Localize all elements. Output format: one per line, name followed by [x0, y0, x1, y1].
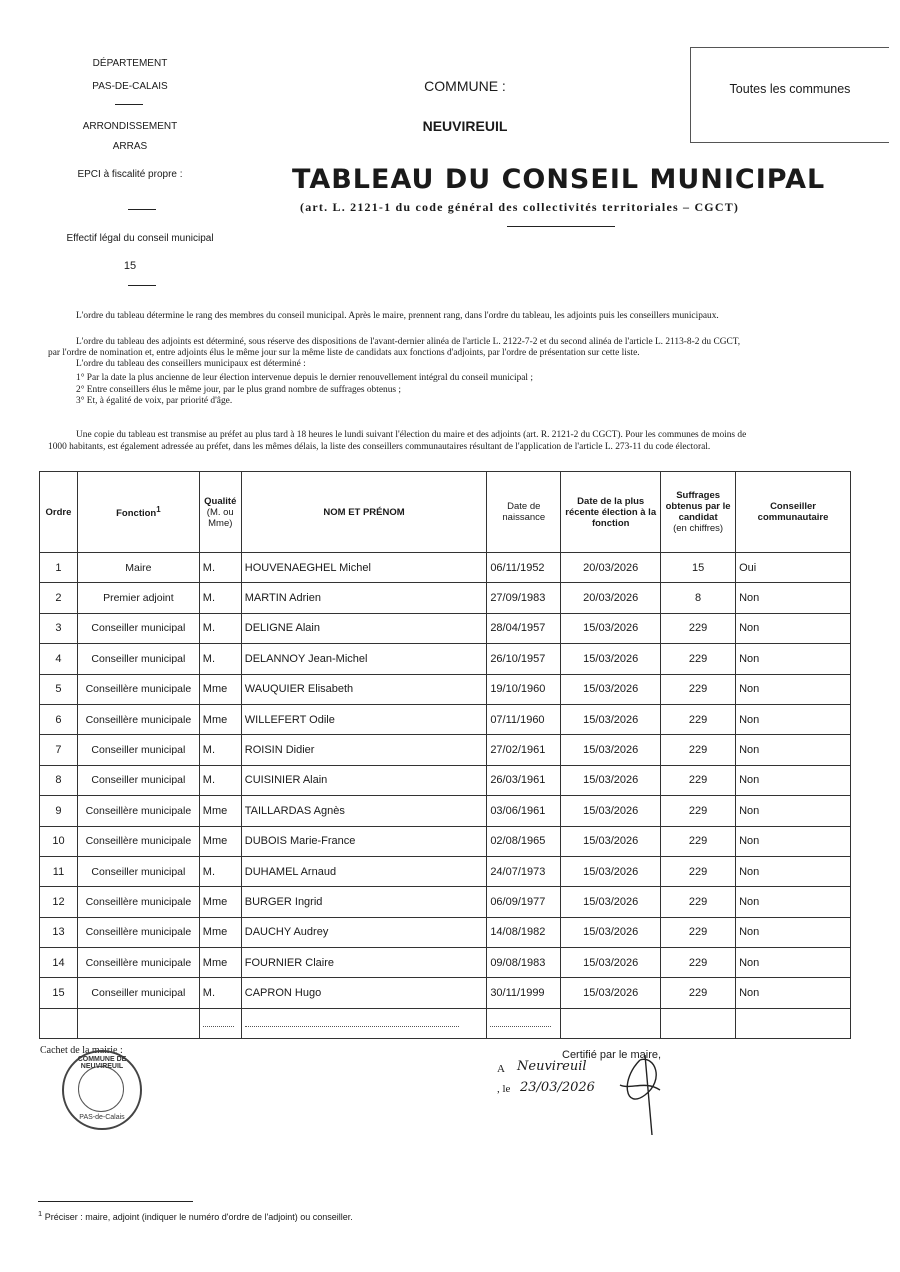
- council-table: [39, 471, 851, 1039]
- table-row: [40, 765, 851, 795]
- header-fonction-text: Fonction: [116, 508, 157, 520]
- epci-label: EPCI à fiscalité propre :: [77, 169, 183, 180]
- cell-naissance: 30/11/1999: [487, 978, 561, 1008]
- mayor-signature: [600, 1040, 670, 1150]
- cell-election: 15/03/2026: [561, 917, 661, 947]
- cell-empty: [241, 1008, 487, 1038]
- header-communautaire: Conseiller communautaire: [736, 472, 851, 553]
- cell-fonction: Conseillère municipale: [77, 674, 199, 704]
- cell-naissance: 19/10/1960: [487, 674, 561, 704]
- cell-ordre: 3: [40, 613, 78, 643]
- cell-naissance: 26/10/1957: [487, 644, 561, 674]
- cell-qualite: M.: [199, 765, 241, 795]
- divider: [507, 226, 615, 227]
- cell-ordre: 4: [40, 644, 78, 674]
- signature-date: 23/03/2026: [520, 1080, 595, 1095]
- stamp-inner-ring: [78, 1066, 124, 1112]
- cell-fonction: Conseillère municipale: [77, 948, 199, 978]
- table-row-empty: [40, 1008, 851, 1038]
- certifie-label: Certifié par le maire,: [562, 1049, 662, 1061]
- cell-qualite: Mme: [199, 948, 241, 978]
- cell-fonction: Conseiller municipal: [77, 613, 199, 643]
- cell-ordre: 13: [40, 917, 78, 947]
- cell-ordre: 2: [40, 583, 78, 613]
- effectif-value: 15: [123, 260, 137, 272]
- cell-election: 15/03/2026: [561, 978, 661, 1008]
- cell-empty: [199, 1008, 241, 1038]
- cell-naissance: 24/07/1973: [487, 856, 561, 886]
- signature-a-label: A: [497, 1063, 505, 1075]
- divider: [128, 209, 156, 210]
- mairie-stamp: [62, 1050, 142, 1130]
- cell-qualite: Mme: [199, 796, 241, 826]
- cell-qualite: M.: [199, 978, 241, 1008]
- cell-communautaire: Non: [736, 796, 851, 826]
- cell-qualite: M.: [199, 553, 241, 583]
- cell-naissance: 06/11/1952: [487, 553, 561, 583]
- paragraph: L'ordre du tableau des adjoints est déterminé, sous réserve des dispositions de l'avant-dernier alinéa de l'article L. 2122-7-2 et du second alinéa de l'article L. 2113-8-2 du CGCT,: [76, 337, 741, 347]
- footnote-divider: [38, 1201, 193, 1202]
- header-suffrages-sub: (en chiffres): [673, 523, 724, 534]
- paragraph: Une copie du tableau est transmise au préfet au plus tard à 18 heures le lundi suivant l'élection du maire et des adjoints (art. R. 2121-2 du CGCT). Pour les communes de moins de: [76, 430, 747, 440]
- commune-box: [690, 47, 889, 143]
- header-fonction: [77, 472, 199, 553]
- dotted-line: [245, 1018, 460, 1027]
- cell-suffrages: 229: [661, 978, 736, 1008]
- cell-naissance: 02/08/1965: [487, 826, 561, 856]
- cell-fonction: Conseillère municipale: [77, 796, 199, 826]
- header-nom: NOM ET PRÉNOM: [241, 472, 487, 553]
- cell-communautaire: Non: [736, 917, 851, 947]
- arrondissement-value: ARRAS: [112, 141, 148, 152]
- cell-nom: FOURNIER Claire: [241, 948, 487, 978]
- cell-nom: DAUCHY Audrey: [241, 917, 487, 947]
- cell-communautaire: Non: [736, 644, 851, 674]
- cell-empty: [487, 1008, 561, 1038]
- cell-ordre: 8: [40, 765, 78, 795]
- table-row: [40, 917, 851, 947]
- cell-nom: ROISIN Didier: [241, 735, 487, 765]
- cell-naissance: 07/11/1960: [487, 704, 561, 734]
- cell-communautaire: Non: [736, 735, 851, 765]
- table-row: [40, 553, 851, 583]
- footnote-ref: 1: [156, 504, 161, 514]
- table-row: [40, 735, 851, 765]
- header-naissance: Date de naissance: [487, 472, 561, 553]
- table-row: [40, 887, 851, 917]
- paragraph: 2° Entre conseillers élus le même jour, par le plus grand nombre de suffrages obtenus ;: [76, 385, 401, 395]
- table-body: [40, 553, 851, 1039]
- table-row: [40, 704, 851, 734]
- cell-empty: [40, 1008, 78, 1038]
- cell-qualite: Mme: [199, 674, 241, 704]
- cell-communautaire: Non: [736, 765, 851, 795]
- cell-communautaire: Non: [736, 613, 851, 643]
- cell-election: 20/03/2026: [561, 583, 661, 613]
- cell-nom: BURGER Ingrid: [241, 887, 487, 917]
- footnote-number: 1: [38, 1209, 43, 1218]
- cell-suffrages: 229: [661, 704, 736, 734]
- cell-nom: TAILLARDAS Agnès: [241, 796, 487, 826]
- table-row: [40, 674, 851, 704]
- paragraph: 1° Par la date la plus ancienne de leur élection intervenue depuis le dernier renouvellement intégral du conseil municipal ;: [76, 373, 533, 383]
- cell-suffrages: 229: [661, 796, 736, 826]
- cell-nom: WILLEFERT Odile: [241, 704, 487, 734]
- cell-fonction: Conseillère municipale: [77, 704, 199, 734]
- stamp-subtext: PAS-de-Calais: [79, 1114, 125, 1121]
- cell-qualite: Mme: [199, 917, 241, 947]
- cell-naissance: 28/04/1957: [487, 613, 561, 643]
- cell-election: 15/03/2026: [561, 826, 661, 856]
- cell-fonction: Conseillère municipale: [77, 887, 199, 917]
- stamp-text: COMMUNE DE NEUVIREUIL: [77, 1056, 127, 1070]
- cell-election: 15/03/2026: [561, 856, 661, 886]
- cell-election: 20/03/2026: [561, 553, 661, 583]
- table-row: [40, 796, 851, 826]
- cell-communautaire: Non: [736, 887, 851, 917]
- cell-naissance: 27/09/1983: [487, 583, 561, 613]
- cell-nom: WAUQUIER Elisabeth: [241, 674, 487, 704]
- cell-qualite: Mme: [199, 887, 241, 917]
- header-suffrages: [661, 472, 736, 553]
- cell-nom: DUHAMEL Arnaud: [241, 856, 487, 886]
- cell-suffrages: 229: [661, 765, 736, 795]
- cell-ordre: 7: [40, 735, 78, 765]
- cell-election: 15/03/2026: [561, 613, 661, 643]
- dotted-line: [490, 1018, 550, 1027]
- page-title: TABLEAU DU CONSEIL MUNICIPAL: [292, 164, 826, 195]
- cell-suffrages: 229: [661, 856, 736, 886]
- commune-box-text: Toutes les communes: [729, 82, 851, 96]
- cell-qualite: M.: [199, 735, 241, 765]
- effectif-label: Effectif légal du conseil municipal: [66, 233, 214, 244]
- cell-ordre: 9: [40, 796, 78, 826]
- cell-fonction: Conseillère municipale: [77, 826, 199, 856]
- cell-qualite: Mme: [199, 826, 241, 856]
- cell-naissance: 06/09/1977: [487, 887, 561, 917]
- cell-suffrages: 229: [661, 674, 736, 704]
- cell-communautaire: Non: [736, 948, 851, 978]
- cell-communautaire: Non: [736, 583, 851, 613]
- paragraph: L'ordre du tableau détermine le rang des membres du conseil municipal. Après le maire, prennent rang, dans l'ordre du tableau, les adjoints puis les conseillers municipaux.: [76, 311, 719, 321]
- cell-qualite: M.: [199, 583, 241, 613]
- cell-qualite: M.: [199, 856, 241, 886]
- cell-nom: MARTIN Adrien: [241, 583, 487, 613]
- cachet-label: Cachet de la mairie :: [40, 1045, 123, 1056]
- footnote: [38, 1209, 353, 1222]
- cell-nom: DELANNOY Jean-Michel: [241, 644, 487, 674]
- cell-fonction: Conseillère municipale: [77, 917, 199, 947]
- cell-election: 15/03/2026: [561, 644, 661, 674]
- table-row: [40, 948, 851, 978]
- cell-election: 15/03/2026: [561, 704, 661, 734]
- cell-naissance: 14/08/1982: [487, 917, 561, 947]
- dotted-line: [203, 1018, 234, 1027]
- cell-suffrages: 229: [661, 826, 736, 856]
- cell-nom: DUBOIS Marie-France: [241, 826, 487, 856]
- cell-ordre: 14: [40, 948, 78, 978]
- table-row: [40, 978, 851, 1008]
- cell-suffrages: 229: [661, 917, 736, 947]
- cell-ordre: 6: [40, 704, 78, 734]
- cell-fonction: Conseiller municipal: [77, 765, 199, 795]
- cell-fonction: Conseiller municipal: [77, 978, 199, 1008]
- cell-election: 15/03/2026: [561, 735, 661, 765]
- paragraph: L'ordre du tableau des conseillers municipaux est déterminé :: [76, 359, 306, 369]
- table-row: [40, 856, 851, 886]
- paragraph: par l'ordre de nomination et, entre adjoints élus le même jour sur la même liste de candidats aux fonctions d'adjoints, par l'ordre de présentation sur cette liste.: [48, 348, 640, 358]
- paragraph: 3° Et, à égalité de voix, par priorité d'âge.: [76, 396, 233, 406]
- cell-election: 15/03/2026: [561, 796, 661, 826]
- footnote-text: Préciser : maire, adjoint (indiquer le numéro d'ordre de l'adjoint) ou conseiller.: [44, 1212, 353, 1222]
- cell-naissance: 09/08/1983: [487, 948, 561, 978]
- cell-empty: [77, 1008, 199, 1038]
- cell-nom: CUISINIER Alain: [241, 765, 487, 795]
- cell-empty: [736, 1008, 851, 1038]
- cell-fonction: Conseiller municipal: [77, 856, 199, 886]
- cell-naissance: 27/02/1961: [487, 735, 561, 765]
- cell-qualite: Mme: [199, 704, 241, 734]
- cell-ordre: 5: [40, 674, 78, 704]
- cell-communautaire: Non: [736, 978, 851, 1008]
- cell-ordre: 11: [40, 856, 78, 886]
- paragraph: 1000 habitants, est également adressée au préfet, dans les mêmes délais, la liste des conseillers communautaires résultant de l'application de l'article L. 273-11 du code électoral.: [48, 442, 711, 452]
- cell-election: 15/03/2026: [561, 887, 661, 917]
- cell-fonction: Conseiller municipal: [77, 644, 199, 674]
- departement-value: PAS-DE-CALAIS: [92, 81, 168, 92]
- cell-nom: CAPRON Hugo: [241, 978, 487, 1008]
- arrondissement-label: ARRONDISSEMENT: [82, 121, 178, 132]
- cell-ordre: 12: [40, 887, 78, 917]
- table-row: [40, 826, 851, 856]
- page-subtitle: (art. L. 2121-1 du code général des collectivités territoriales – CGCT): [300, 200, 740, 214]
- header-ordre: Ordre: [40, 472, 78, 553]
- cell-fonction: Conseiller municipal: [77, 735, 199, 765]
- cell-suffrages: 229: [661, 887, 736, 917]
- table-row: [40, 613, 851, 643]
- cell-ordre: 10: [40, 826, 78, 856]
- cell-communautaire: Non: [736, 856, 851, 886]
- cell-communautaire: Non: [736, 674, 851, 704]
- cell-empty: [661, 1008, 736, 1038]
- table-header-row: [40, 472, 851, 553]
- departement-label: DÉPARTEMENT: [92, 58, 168, 69]
- cell-qualite: M.: [199, 613, 241, 643]
- divider: [115, 104, 143, 105]
- cell-communautaire: Oui: [736, 553, 851, 583]
- cell-election: 15/03/2026: [561, 674, 661, 704]
- signature-le-label: , le: [497, 1083, 511, 1095]
- cell-communautaire: Non: [736, 704, 851, 734]
- table-row: [40, 644, 851, 674]
- cell-fonction: Maire: [77, 553, 199, 583]
- cell-suffrages: 8: [661, 583, 736, 613]
- cell-suffrages: 229: [661, 613, 736, 643]
- cell-ordre: 1: [40, 553, 78, 583]
- cell-suffrages: 229: [661, 735, 736, 765]
- cell-nom: DELIGNE Alain: [241, 613, 487, 643]
- signature-place: Neuvireuil: [517, 1059, 587, 1074]
- divider: [128, 285, 156, 286]
- cell-nom: HOUVENAEGHEL Michel: [241, 553, 487, 583]
- cell-fonction: Premier adjoint: [77, 583, 199, 613]
- commune-name: NEUVIREUIL: [422, 118, 508, 134]
- cell-election: 15/03/2026: [561, 765, 661, 795]
- cell-naissance: 03/06/1961: [487, 796, 561, 826]
- header-qualite: Qualité (M. ou Mme): [199, 472, 241, 553]
- cell-naissance: 26/03/1961: [487, 765, 561, 795]
- cell-suffrages: 15: [661, 553, 736, 583]
- cell-qualite: M.: [199, 644, 241, 674]
- cell-suffrages: 229: [661, 948, 736, 978]
- cell-suffrages: 229: [661, 644, 736, 674]
- header-election: Date de la plus récente élection à la fonction: [561, 472, 661, 553]
- cell-ordre: 15: [40, 978, 78, 1008]
- table-row: [40, 583, 851, 613]
- cell-communautaire: Non: [736, 826, 851, 856]
- cell-election: 15/03/2026: [561, 948, 661, 978]
- cell-empty: [561, 1008, 661, 1038]
- header-suffrages-text: Suffrages obtenus par le candidat: [665, 490, 731, 523]
- commune-label: COMMUNE :: [424, 78, 506, 94]
